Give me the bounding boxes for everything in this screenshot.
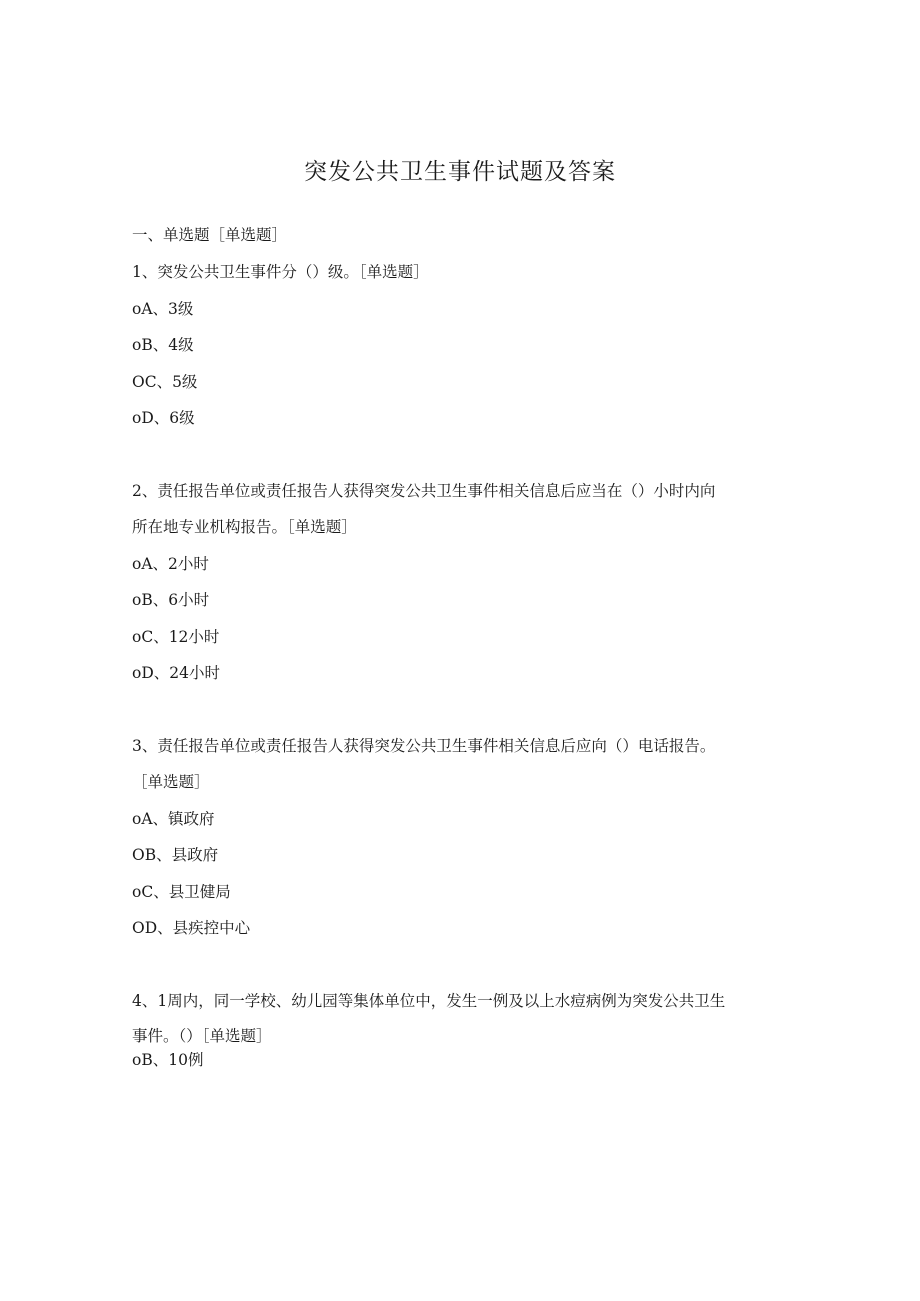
question-3-text-line-1: 3、责任报告单位或责任报告人获得突发公共卫生事件相关信息后应向（）电话报告。 [132,737,716,755]
question-2-option-c: oC、12小时 [132,628,220,646]
section-heading: 一、单选题［单选题］ [132,226,288,244]
question-2-option-a: oA、2小时 [132,555,209,573]
question-3-option-c: oC、县卫健局 [132,883,231,901]
question-1-option-d: oD、6级 [132,409,195,427]
question-3-option-a: oA、镇政府 [132,810,215,828]
question-1-text: 1、突发公共卫生事件分（）级。［单选题］ [132,263,429,281]
question-3-text-line-2: ［单选题］ [132,773,210,791]
question-2-text-line-2: 所在地专业机构报告。［单选题］ [132,518,357,536]
question-1-option-a: oA、3级 [132,300,194,318]
question-2-text-line-1: 2、责任报告单位或责任报告人获得突发公共卫生事件相关信息后应当在（）小时内向 [132,482,716,500]
question-4-option-b: oB、10例 [132,1051,204,1069]
question-1-option-c: OC、5级 [132,373,198,391]
question-3-option-b: OB、县政府 [132,846,219,864]
document-title: 突发公共卫生事件试题及答案 [304,159,616,185]
question-1-option-b: oB、4级 [132,336,194,354]
question-2-option-b: oB、6小时 [132,591,210,609]
question-4-text-line-1: 4、1周内，同一学校、幼儿园等集体单位中，发生一例及以上水痘病例为突发公共卫生 [132,992,726,1010]
question-3-option-d: OD、县疾控中心 [132,919,251,937]
question-2-option-d: oD、24小时 [132,664,220,682]
question-4-text-line-2: 事件。（）［单选题］ [132,1027,272,1045]
